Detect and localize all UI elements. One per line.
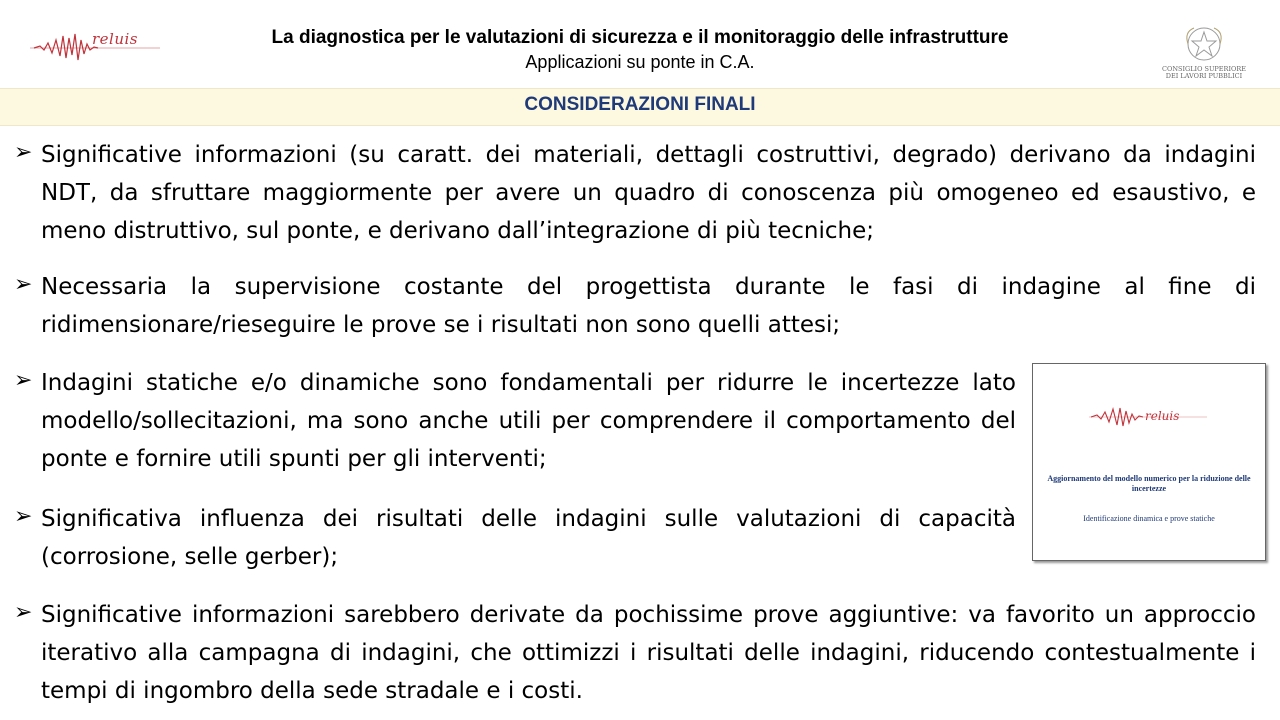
thumbnail-logo-text: reluis xyxy=(1145,409,1180,423)
bullet-text: Significativa influenza dei risultati delle indagini sulle valutazioni di capacità (corrosione, selle gerber); xyxy=(41,506,1016,570)
arrow-bullet-icon: ➢ xyxy=(14,504,33,529)
slide-subtitle: Applicazioni su ponte in C.A. xyxy=(525,52,755,72)
thumbnail-subtitle: Identificazione dinamica e prove statiche xyxy=(1083,514,1215,523)
arrow-bullet-icon: ➢ xyxy=(14,272,33,297)
arrow-bullet-icon: ➢ xyxy=(14,140,33,165)
bullet-text: Significative informazioni sarebbero derivate da pochissime prove aggiuntive: va favorito un approccio iterativo alla campagna di indagini, che ottimizzi i risultati delle indagini, riducendo contestualmente i tempi di ingombro della sede stradale e i costi. xyxy=(41,602,1256,704)
bullet-text: Indagini statiche e/o dinamiche sono fondamentali per ridurre le incertezze lato modello/sollecitazioni, ma sono anche utili per comprendere il comportamento del ponte e fornire utili spunti per gli interventi; xyxy=(41,370,1016,472)
arrow-bullet-icon: ➢ xyxy=(14,600,33,625)
section-title: CONSIDERAZIONI FINALI xyxy=(524,94,756,115)
bullet-text: Significative informazioni (su caratt. dei materiali, dettagli costruttivi, degrado) derivano da indagini NDT, da sfruttare maggiormente per avere un quadro di conoscenza più omogeneo ed esaustivo, e meno distruttivo, sul ponte, e derivano dall’integrazione di più tecniche; xyxy=(41,142,1256,244)
thumbnail-title: Aggiornamento del modello numerico per la riduzione delle incertezze xyxy=(1047,474,1251,493)
report-thumbnail xyxy=(1032,363,1266,561)
arrow-bullet-icon: ➢ xyxy=(14,368,33,393)
slide-title: La diagnostica per le valutazioni di sicurezza e il monitoraggio delle infrastrutture xyxy=(271,27,1009,48)
reluis-logo-text: reluis xyxy=(92,30,139,48)
bullet-text: Necessaria la supervisione costante del progettista durante le fasi di indagine al fine di ridimensionare/rieseguire le prove se i risultati non sono quelli attesi; xyxy=(41,274,1256,338)
emblem-caption: CONSIGLIO SUPERIORE DEI LAVORI PUBBLICI xyxy=(1162,65,1246,80)
